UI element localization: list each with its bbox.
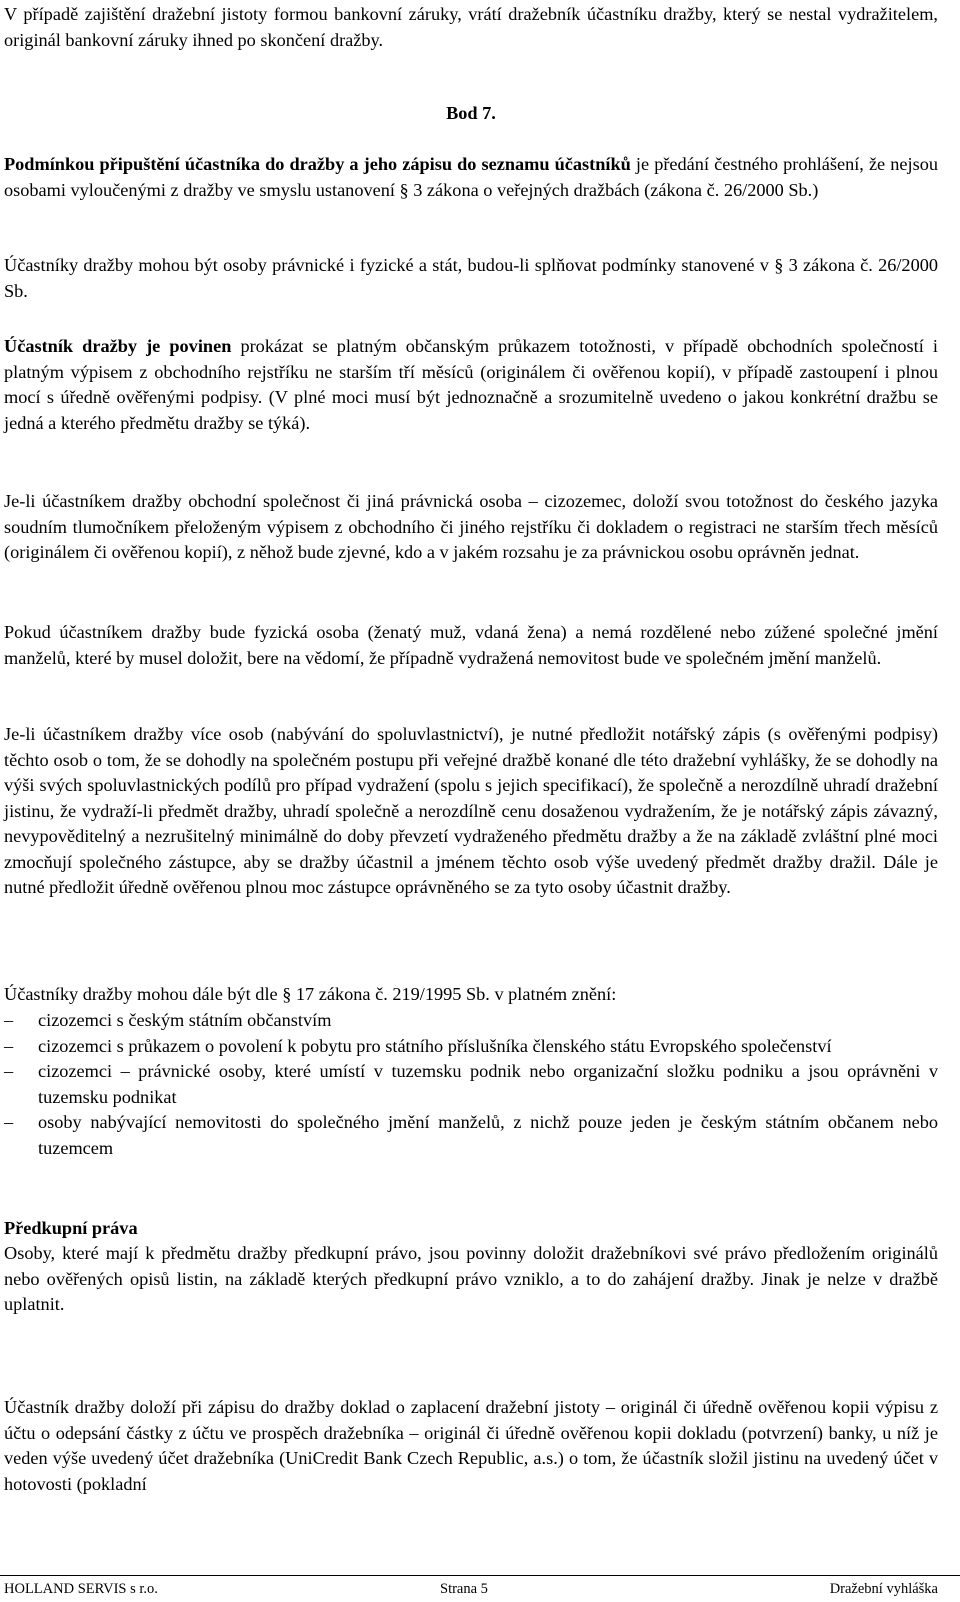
identity-proof-text: prokázat se platným občanským průkazem totožnosti, v případě obchodních společností i platným výpisem z obchodního rejstříku ne starším tří měsíců (originálem či ověřenou kopií), v případě zastoupení i plnou mocí s úředně ověřenými podpisy. (V plné moci musí být jednoznačně a srozumitelně uvedeno o jakou konkrétní dražbu se jedná a kterého předmětu dražby se týká). [4,336,938,433]
paragraph-eligible-participants: Účastníky dražby mohou být osoby právnické i fyzické a stát, budou-li splňovat podmínky stanovené v § 3 zákona č. 26/2000 Sb. [4,255,938,301]
paragraph-pre-emption-rights: Osoby, které mají k předmětu dražby předkupní právo, jsou povinny doložit dražebníkovi své právo předložením originálů nebo ověřených opisů listin, na základě kterých předkupní právo vzniklo, a to do zahájení dražby. Jinak je nelze v dražbě uplatnit. [4,1243,938,1314]
admission-condition-bold: Podmínkou připuštění účastníka do dražby a jeho zápisu do seznamu účastníků [4,154,631,174]
page-footer [0,1575,960,1602]
list-item: – cizozemci s průkazem o povolení k pobytu pro státního příslušníka členského státu Evropského společenství [4,1034,938,1060]
paragraph-deposit-proof: Účastník dražby doloží při zápisu do dražby doklad o zaplacení dražební jistoty – originál či úředně ověřenou kopii výpisu z účtu o odepsání částky z účtu ve prospěch dražebníka – originál či úředně ověřenou kopii dokladu (potvrzení) banky, u níž je veden výše uvedený účet dražebníka (UniCredit Bank Czech Republic, a.s.) o tom, že účastník složil jistinu na uvedený účet v hotovosti (pokladní [4,1397,938,1494]
paragraph-foreign-company: Je-li účastníkem dražby obchodní společnost či jiná právnická osoba – cizozemec, doloží svou totožnost do českého jazyka soudním tlumočníkem přeloženým výpisem z obchodního či jiného rejstříku či dokladem o registraci ne starším třech měsíců (originálem či ověřenou kopií), z něhož bude zjevné, kdo a v jakém rozsahu je za právnickou osobu oprávněn jednat. [4,491,938,562]
participant-types-list [4,1008,938,1161]
paragraph-identity-proof [4,334,938,436]
heading-pre-emption-rights: Předkupní práva [4,1218,138,1238]
admission-condition-text: je předání čestného prohlášení, že nejsou osobami vyloučenými z dražby ve smyslu ustanovení § 3 zákona o veřejných dražbách (zákona č. 26/2000 Sb.) [4,154,938,200]
list-item: – osoby nabývající nemovitosti do společného jmění manželů, z nichž pouze jeden je českým státním občanem nebo tuzemcem [4,1110,938,1161]
footer-company: HOLLAND SERVIS s r.o. [4,1581,158,1597]
paragraph-natural-person: Pokud účastníkem dražby bude fyzická osoba (ženatý muž, vdaná žena) a nemá rozdělené nebo zúžené společné jmění manželů, které by musel doložit, bere na vědomí, že případně vydražená nemovitost bude ve společném jmění manželů. [4,622,938,668]
paragraph-multiple-persons: Je-li účastníkem dražby více osob (nabývání do spoluvlastnictví), je nutné předložit notářský zápis (s ověřenými podpisy) těchto osob o tom, že se dohodly na společném postupu při veřejné dražbě konané dle této dražební vyhlášky, že se dohodly na výši svých spoluvlastnických podílů pro případ vydražení (spolu s jejich specifikací), že společně a nerozdílně uhradí dražební jistinu, že vydraží-li předmět dražby, uhradí společně a nerozdílně cenu dosaženou vydražením, že je notářský zápis závazný, nevypověditelný a nezrušitelný minimálně do doby převzetí vydraženého předmětu dražby a že na základě zvláštní plné moci zmocňují společného zástupce, aby se dražby účastnil a jménem těchto osob výše uvedený předmět dražby dražil. Dále je nutné předložit úředně ověřenou plnou moc zástupce oprávněného se za tyto osoby účastnit dražby. [4,724,938,897]
list-item: – cizozemci – právnické osoby, které umístí v tuzemsku podnik nebo organizační složku podniku a jsou oprávněni v tuzemsku podnikat [4,1059,938,1110]
footer-document-title: Dražební vyhláška [829,1581,938,1597]
section-heading-bod-7: Bod 7. [446,103,496,123]
identity-proof-bold: Účastník dražby je povinen [4,336,232,356]
paragraph-bank-guarantee: V případě zajištění dražební jistoty formou bankovní záruky, vrátí dražebník účastníku dražby, který se nestal vydražitelem, originál bankovní záruky ihned po skončení dražby. [4,4,938,50]
footer-page-number: Strana 5 [440,1581,488,1597]
paragraph-admission-condition [4,152,938,203]
list-item: – cizozemci s českým státním občanstvím [4,1008,938,1034]
paragraph-section-17: Účastníky dražby mohou dále být dle § 17 zákona č. 219/1995 Sb. v platném znění: [4,984,617,1004]
